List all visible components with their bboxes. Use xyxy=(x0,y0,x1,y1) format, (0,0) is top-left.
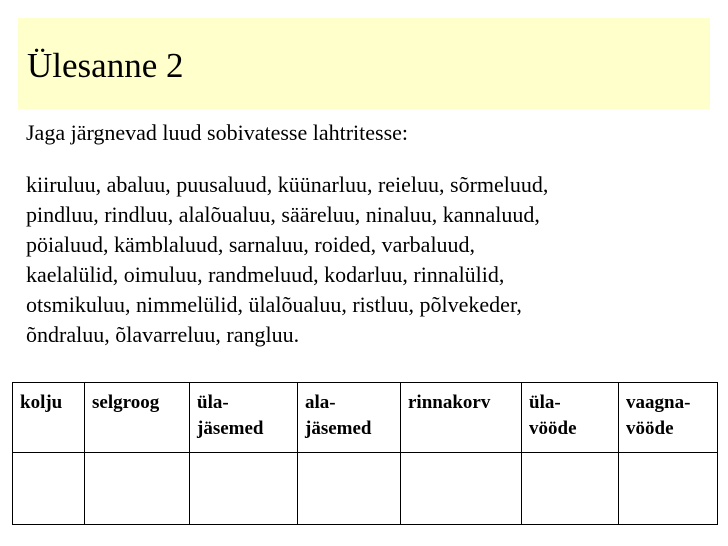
instruction-text: Jaga järgnevad luud sobivatesse lahtritesse: xyxy=(26,120,409,145)
header-cell-ulavoode: üla- vööde xyxy=(522,383,619,453)
answer-cell-ulajasemed[interactable] xyxy=(190,453,298,525)
title-banner xyxy=(18,18,710,109)
answer-cell-kolju[interactable] xyxy=(13,453,85,525)
answer-cell-vaagnavoode[interactable] xyxy=(619,453,718,525)
answer-cell-ulavoode[interactable] xyxy=(522,453,619,525)
header-row xyxy=(13,383,718,453)
bone-list-line: kaelalülid, oimuluu, randmeluud, kodarluu, rinnalülid, xyxy=(26,262,505,287)
bone-list-line: pöialuud, kämblaluud, sarnaluu, roided, varbaluud, xyxy=(26,232,476,257)
answer-cell-rinnakorv[interactable] xyxy=(401,453,522,525)
header-cell-kolju: kolju xyxy=(13,383,85,453)
header-cell-selgroog: selgroog xyxy=(85,383,190,453)
bone-list-line: õndraluu, õlavarreluu, rangluu. xyxy=(26,322,300,347)
slide-title: Ülesanne 2 xyxy=(27,46,184,85)
answer-cell-selgroog[interactable] xyxy=(85,453,190,525)
bone-list-line: kiiruluu, abaluu, puusaluud, küünarluu, reieluu, sõrmeluud, xyxy=(26,172,549,197)
header-cell-rinnakorv: rinnakorv xyxy=(401,383,522,453)
header-cell-vaagnavoode: vaagna- vööde xyxy=(619,383,718,453)
bone-list xyxy=(26,170,548,350)
header-cell-alajasemed: ala- jäsemed xyxy=(298,383,401,453)
answer-cell-alajasemed[interactable] xyxy=(298,453,401,525)
sorting-table xyxy=(12,382,718,525)
header-cell-ulajasemed: üla- jäsemed xyxy=(190,383,298,453)
bone-list-line: pindluu, rindluu, alalõualuu, sääreluu, ninaluu, kannaluud, xyxy=(26,202,540,227)
bone-list-line: otsmikuluu, nimmelülid, ülalõualuu, ristluu, põlvekeder, xyxy=(26,292,522,317)
answer-row xyxy=(13,453,718,525)
